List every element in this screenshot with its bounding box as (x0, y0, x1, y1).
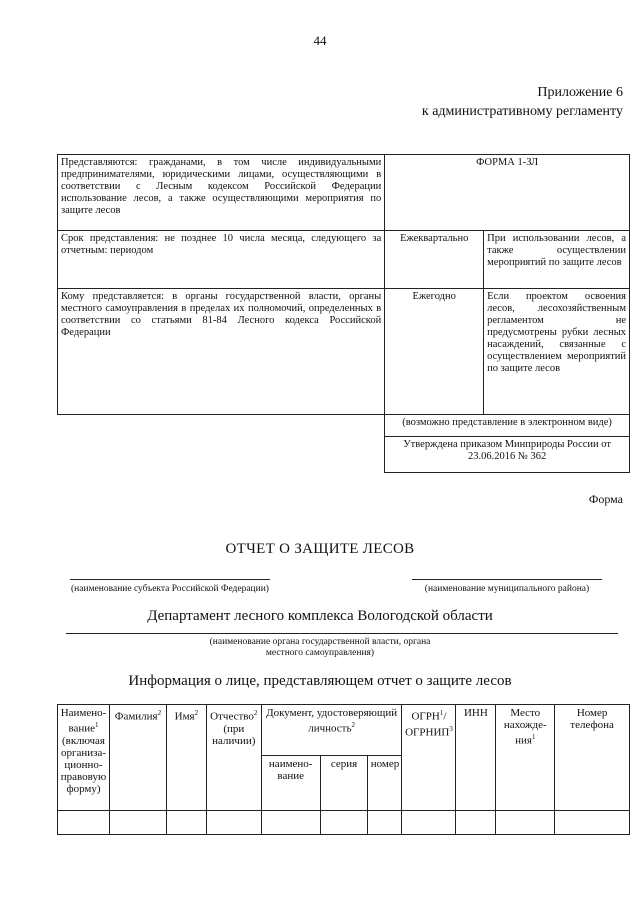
col-location-header: Место нахожде-ния$^1$ (496, 705, 555, 811)
electronic-note: (возможно представление в электронном виде) (385, 415, 630, 437)
empty-cell (368, 811, 402, 835)
deadline-cell: Срок представления: не позднее 10 числа месяца, следующего за отчетным: периодом (58, 231, 385, 289)
col-name-header: Наимено-вание$^1$ (включая организа-ционно-правовую форму) (58, 705, 110, 811)
col-document-header: Документ, удостоверяющий личность$^2$ (261, 705, 402, 756)
recipient-cell: Кому представляется: в органы государственной власти, органы местного самоуправления в пределах их полномочий, определенных в соответствии со статьями 81-84 Лесного кодекса Российской Федерации (58, 289, 385, 415)
info-title: Информация о лице, представляющем отчет о защите лесов (128, 673, 512, 689)
empty-cell (206, 811, 261, 835)
approval-note: Утверждена приказом Минприроды России от 23.06.2016 № 362 (385, 437, 630, 473)
empty-cell (166, 811, 206, 835)
form-label: Форма (588, 492, 623, 506)
empty-cell (58, 811, 110, 835)
empty-cell (555, 811, 630, 835)
appendix-subtitle: к административному регламенту (421, 104, 623, 119)
col-doc-series-header: серия (320, 756, 368, 811)
empty-cell (456, 811, 496, 835)
table-row (58, 811, 630, 835)
col-ogrn-header: ОГРН$^1$/ ОГРНИП$^3$ (402, 705, 456, 811)
empty-cell (320, 811, 368, 835)
page-number: 44 (313, 33, 327, 48)
report-title: ОТЧЕТ О ЗАЩИТЕ ЛЕСОВ (225, 541, 415, 557)
col-surname-header: Фамилия$^2$ (109, 705, 166, 811)
condition-annual: Если проектом освоения лесов, лесохозяйственным регламентом не предусмотрены рубки лесных насаждений, связанные с осуществлением мероприятий по защите лесов (484, 289, 630, 415)
form-header-table (57, 154, 630, 473)
municipal-caption: (наименование муниципального района) (424, 584, 590, 594)
col-patronymic-header: Отчество$^2$ (при наличии) (206, 705, 261, 811)
condition-quarterly: При использовании лесов, а также осуществлении мероприятий по защите лесов (484, 231, 630, 289)
authority-caption: (наименование органа государственной власти, органа местного самоуправления) (209, 637, 431, 658)
periodicity-annual: Ежегодно (385, 289, 484, 415)
periodicity-quarterly: Ежеквартально (385, 231, 484, 289)
empty-cell (261, 811, 320, 835)
empty-cell (496, 811, 555, 835)
subject-line (70, 579, 270, 580)
col-doc-number-header: номер (368, 756, 402, 811)
col-phone-header: Номер телефона (555, 705, 630, 811)
col-inn-header: ИНН (456, 705, 496, 811)
empty-cell (402, 811, 456, 835)
col-doc-name-header: наимено-вание (261, 756, 320, 811)
empty-cell (109, 811, 166, 835)
subject-caption: (наименование субъекта Российской Федерации) (71, 584, 269, 594)
submitters-cell: Представляются: гражданами, в том числе индивидуальными предпринимателями, юридическими лицами, осуществляющими в соответствии с Лесным кодексом Российской Федерации использование лесов, а также осуществляющими мероприятия по защите лесов (58, 155, 385, 231)
person-info-table (57, 704, 630, 835)
col-firstname-header: Имя$^2$ (166, 705, 206, 811)
authority-line (66, 633, 618, 634)
municipal-line (412, 579, 602, 580)
department-name: Департамент лесного комплекса Вологодской области (147, 608, 493, 624)
appendix-number: Приложение 6 (537, 85, 623, 100)
form-code: ФОРМА 1-ЗЛ (385, 155, 630, 231)
